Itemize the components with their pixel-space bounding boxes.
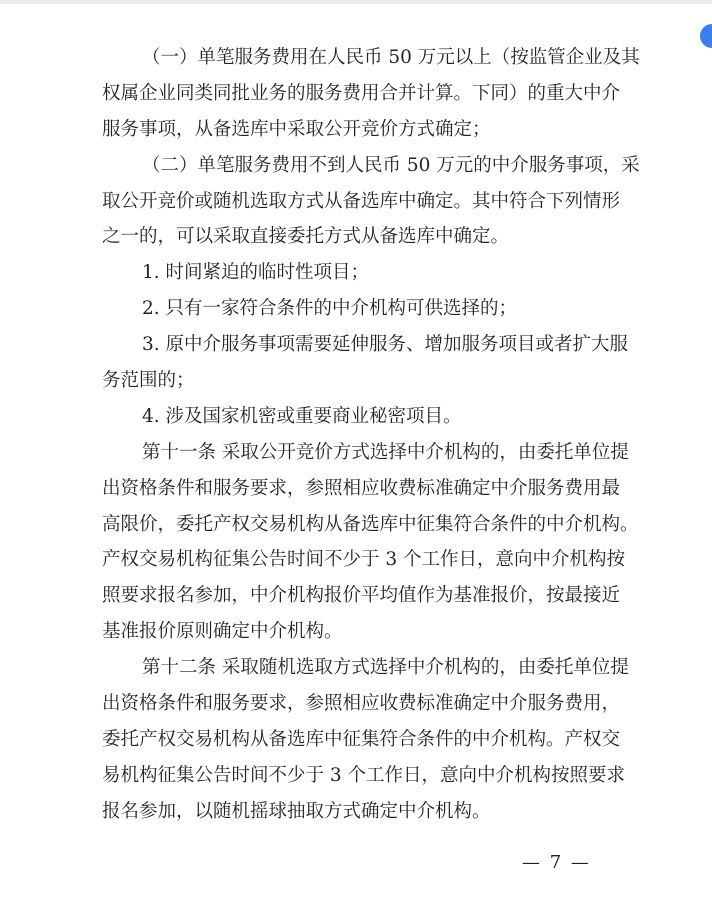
- text-line: （二）单笔服务费用不到人民币 50 万元的中介服务事项，采: [142, 154, 640, 176]
- floating-assistant-button[interactable]: [700, 24, 712, 48]
- text-line: 报名参加，以随机摇球抽取方式确定中介机构。: [102, 800, 491, 822]
- text-line: 4. 涉及国家机密或重要商业秘密项目。: [142, 405, 462, 427]
- text-line: 务范围的；: [102, 370, 195, 392]
- text-line: 高限价，委托产权交易机构从备选库中征集符合条件的中介机构。: [102, 513, 639, 535]
- text-line: 权属企业同类同批业务的服务费用合并计算。下同）的重大中介: [102, 82, 621, 104]
- text-line: 照要求报名参加，中介机构报价平均值作为基准报价，按最接近: [102, 585, 621, 607]
- text-line: 3. 原中介服务事项需要延伸服务、增加服务项目或者扩大服: [142, 334, 629, 356]
- page-number: — 7 —: [522, 852, 591, 873]
- text-line: 委托产权交易机构从备选库中征集符合条件的中介机构。产权交: [102, 728, 621, 750]
- top-toolbar-edge: [0, 0, 712, 4]
- text-line: 出资格条件和服务要求，参照相应收费标准确定中介服务费用，: [102, 693, 621, 715]
- text-line: （一）单笔服务费用在人民币 50 万元以上（按监管企业及其: [142, 47, 640, 68]
- text-line: 服务事项，从备选库中采取公开竞价方式确定；: [102, 118, 491, 140]
- text-line: 2. 只有一家符合条件的中介机构可供选择的；: [142, 298, 518, 320]
- text-line: 基准报价原则确定中介机构。: [102, 621, 343, 643]
- text-line: 之一的，可以采取直接委托方式从备选库中确定。: [102, 226, 510, 248]
- text-line: 第十一条 采取公开竞价方式选择中介机构的，由委托单位提: [142, 441, 629, 463]
- text-line: 易机构征集公告时间不少于 3 个工作日，意向中介机构按照要求: [102, 764, 626, 786]
- text-line: 第十二条 采取随机选取方式选择中介机构的，由委托单位提: [142, 657, 629, 679]
- document-page: [102, 40, 640, 830]
- text-line: 1. 时间紧迫的临时性项目；: [142, 262, 370, 284]
- text-line: 产权交易机构征集公告时间不少于 3 个工作日，意向中介机构按: [102, 549, 626, 571]
- text-line: 取公开竞价或随机选取方式从备选库中确定。其中符合下列情形: [102, 190, 621, 212]
- text-line: 出资格条件和服务要求，参照相应收费标准确定中介服务费用最: [102, 477, 621, 499]
